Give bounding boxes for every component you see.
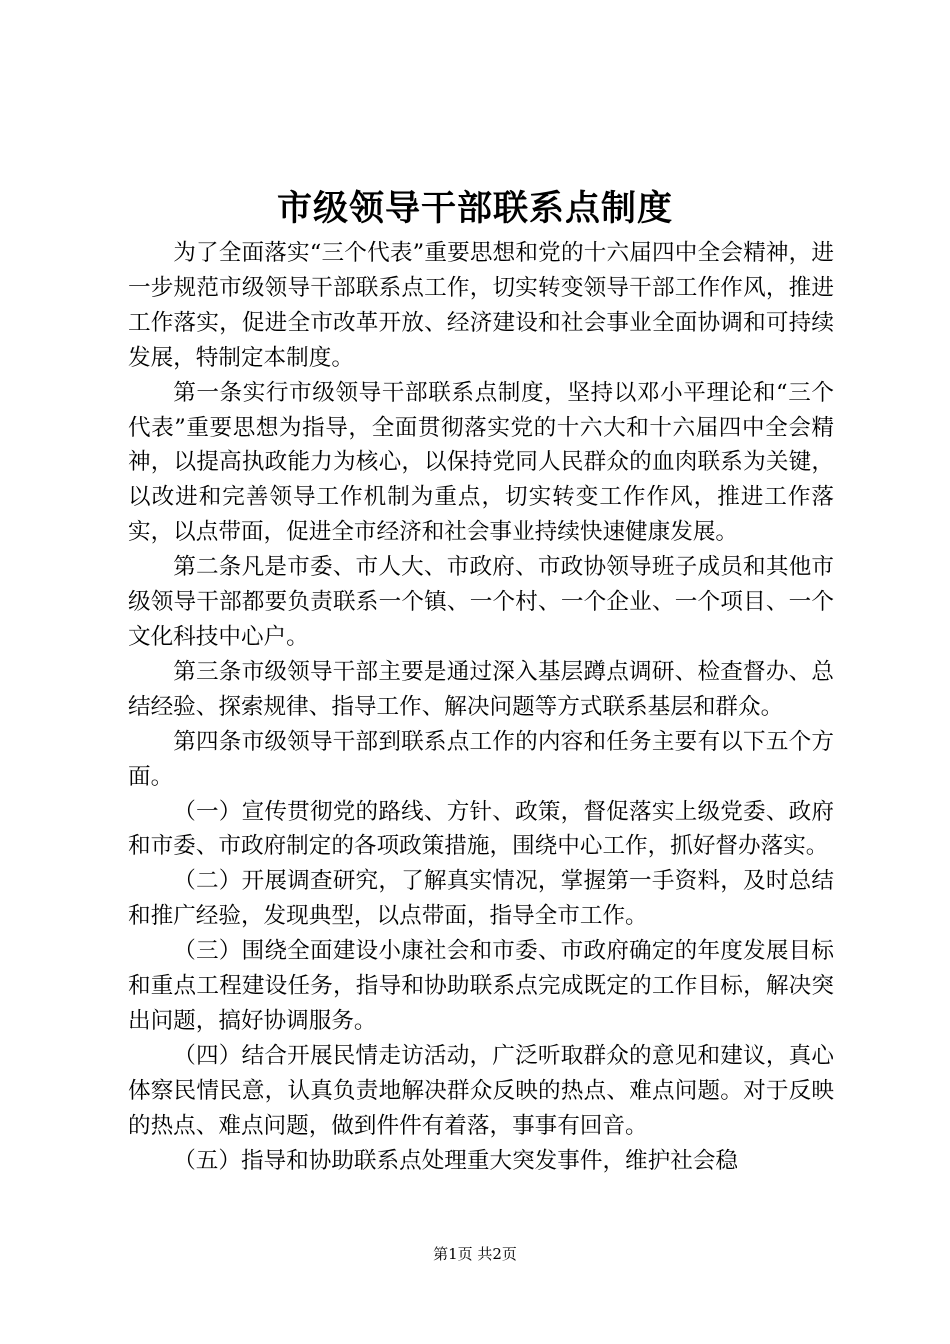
- paragraph-article-3: 第三条市级领导干部主要是通过深入基层蹲点调研、检查督办、总结经验、探索规律、指导工作、解决问题等方式联系基层和群众。: [128, 658, 834, 720]
- paragraph-article-4: 第四条市级领导干部到联系点工作的内容和任务主要有以下五个方面。: [128, 728, 834, 790]
- paragraph-article-2: 第二条凡是市委、市人大、市政府、市政协领导班子成员和其他市级领导干部都要负责联系一个镇、一个村、一个企业、一个项目、一个文化科技中心户。: [128, 554, 834, 650]
- paragraph-item-2: （二）开展调查研究，了解真实情况，掌握第一手资料，及时总结和推广经验，发现典型，以点带面，指导全市工作。: [128, 868, 834, 930]
- paragraph-item-3: （三）围绕全面建设小康社会和市委、市政府确定的年度发展目标和重点工程建设任务，指导和协助联系点完成既定的工作目标，解决突出问题，搞好协调服务。: [128, 938, 834, 1034]
- paragraph-item-4: （四）结合开展民情走访活动，广泛听取群众的意见和建议，真心体察民情民意，认真负责地解决群众反映的热点、难点问题。对于反映的热点、难点问题，做到件件有着落，事事有回音。: [128, 1042, 834, 1139]
- paragraph-item-1: （一）宣传贯彻党的路线、方针、政策，督促落实上级党委、政府和市委、市政府制定的各项政策措施，围绕中心工作，抓好督办落实。: [128, 798, 834, 860]
- page-number-footer: 第1页 共2页: [433, 1245, 517, 1263]
- document-body: [128, 236, 834, 1178]
- paragraph-intro: 为了全面落实“三个代表”重要思想和党的十六届四中全会精神，进一步规范市级领导干部联系点工作，切实转变领导干部工作作风，推进工作落实，促进全市改革开放、经济建设和社会事业全面协调和可持续发展，特制定本制度。: [128, 240, 834, 371]
- paragraph-item-5: （五）指导和协助联系点处理重大突发事件，维护社会稳: [173, 1147, 739, 1174]
- document-title: 市级领导干部联系点制度: [276, 188, 673, 229]
- paragraph-article-1: 第一条实行市级领导干部联系点制度，坚持以邓小平理论和“三个代表”重要思想为指导，全面贯彻落实党的十六大和十六届四中全会精神，以提高执政能力为核心，以保持党同人民群众的血肉联系为关键，以改进和完善领导工作机制为重点，切实转变工作作风，推进工作落实，以点带面，促进全市经济和社会事业持续快速健康发展。: [128, 379, 834, 546]
